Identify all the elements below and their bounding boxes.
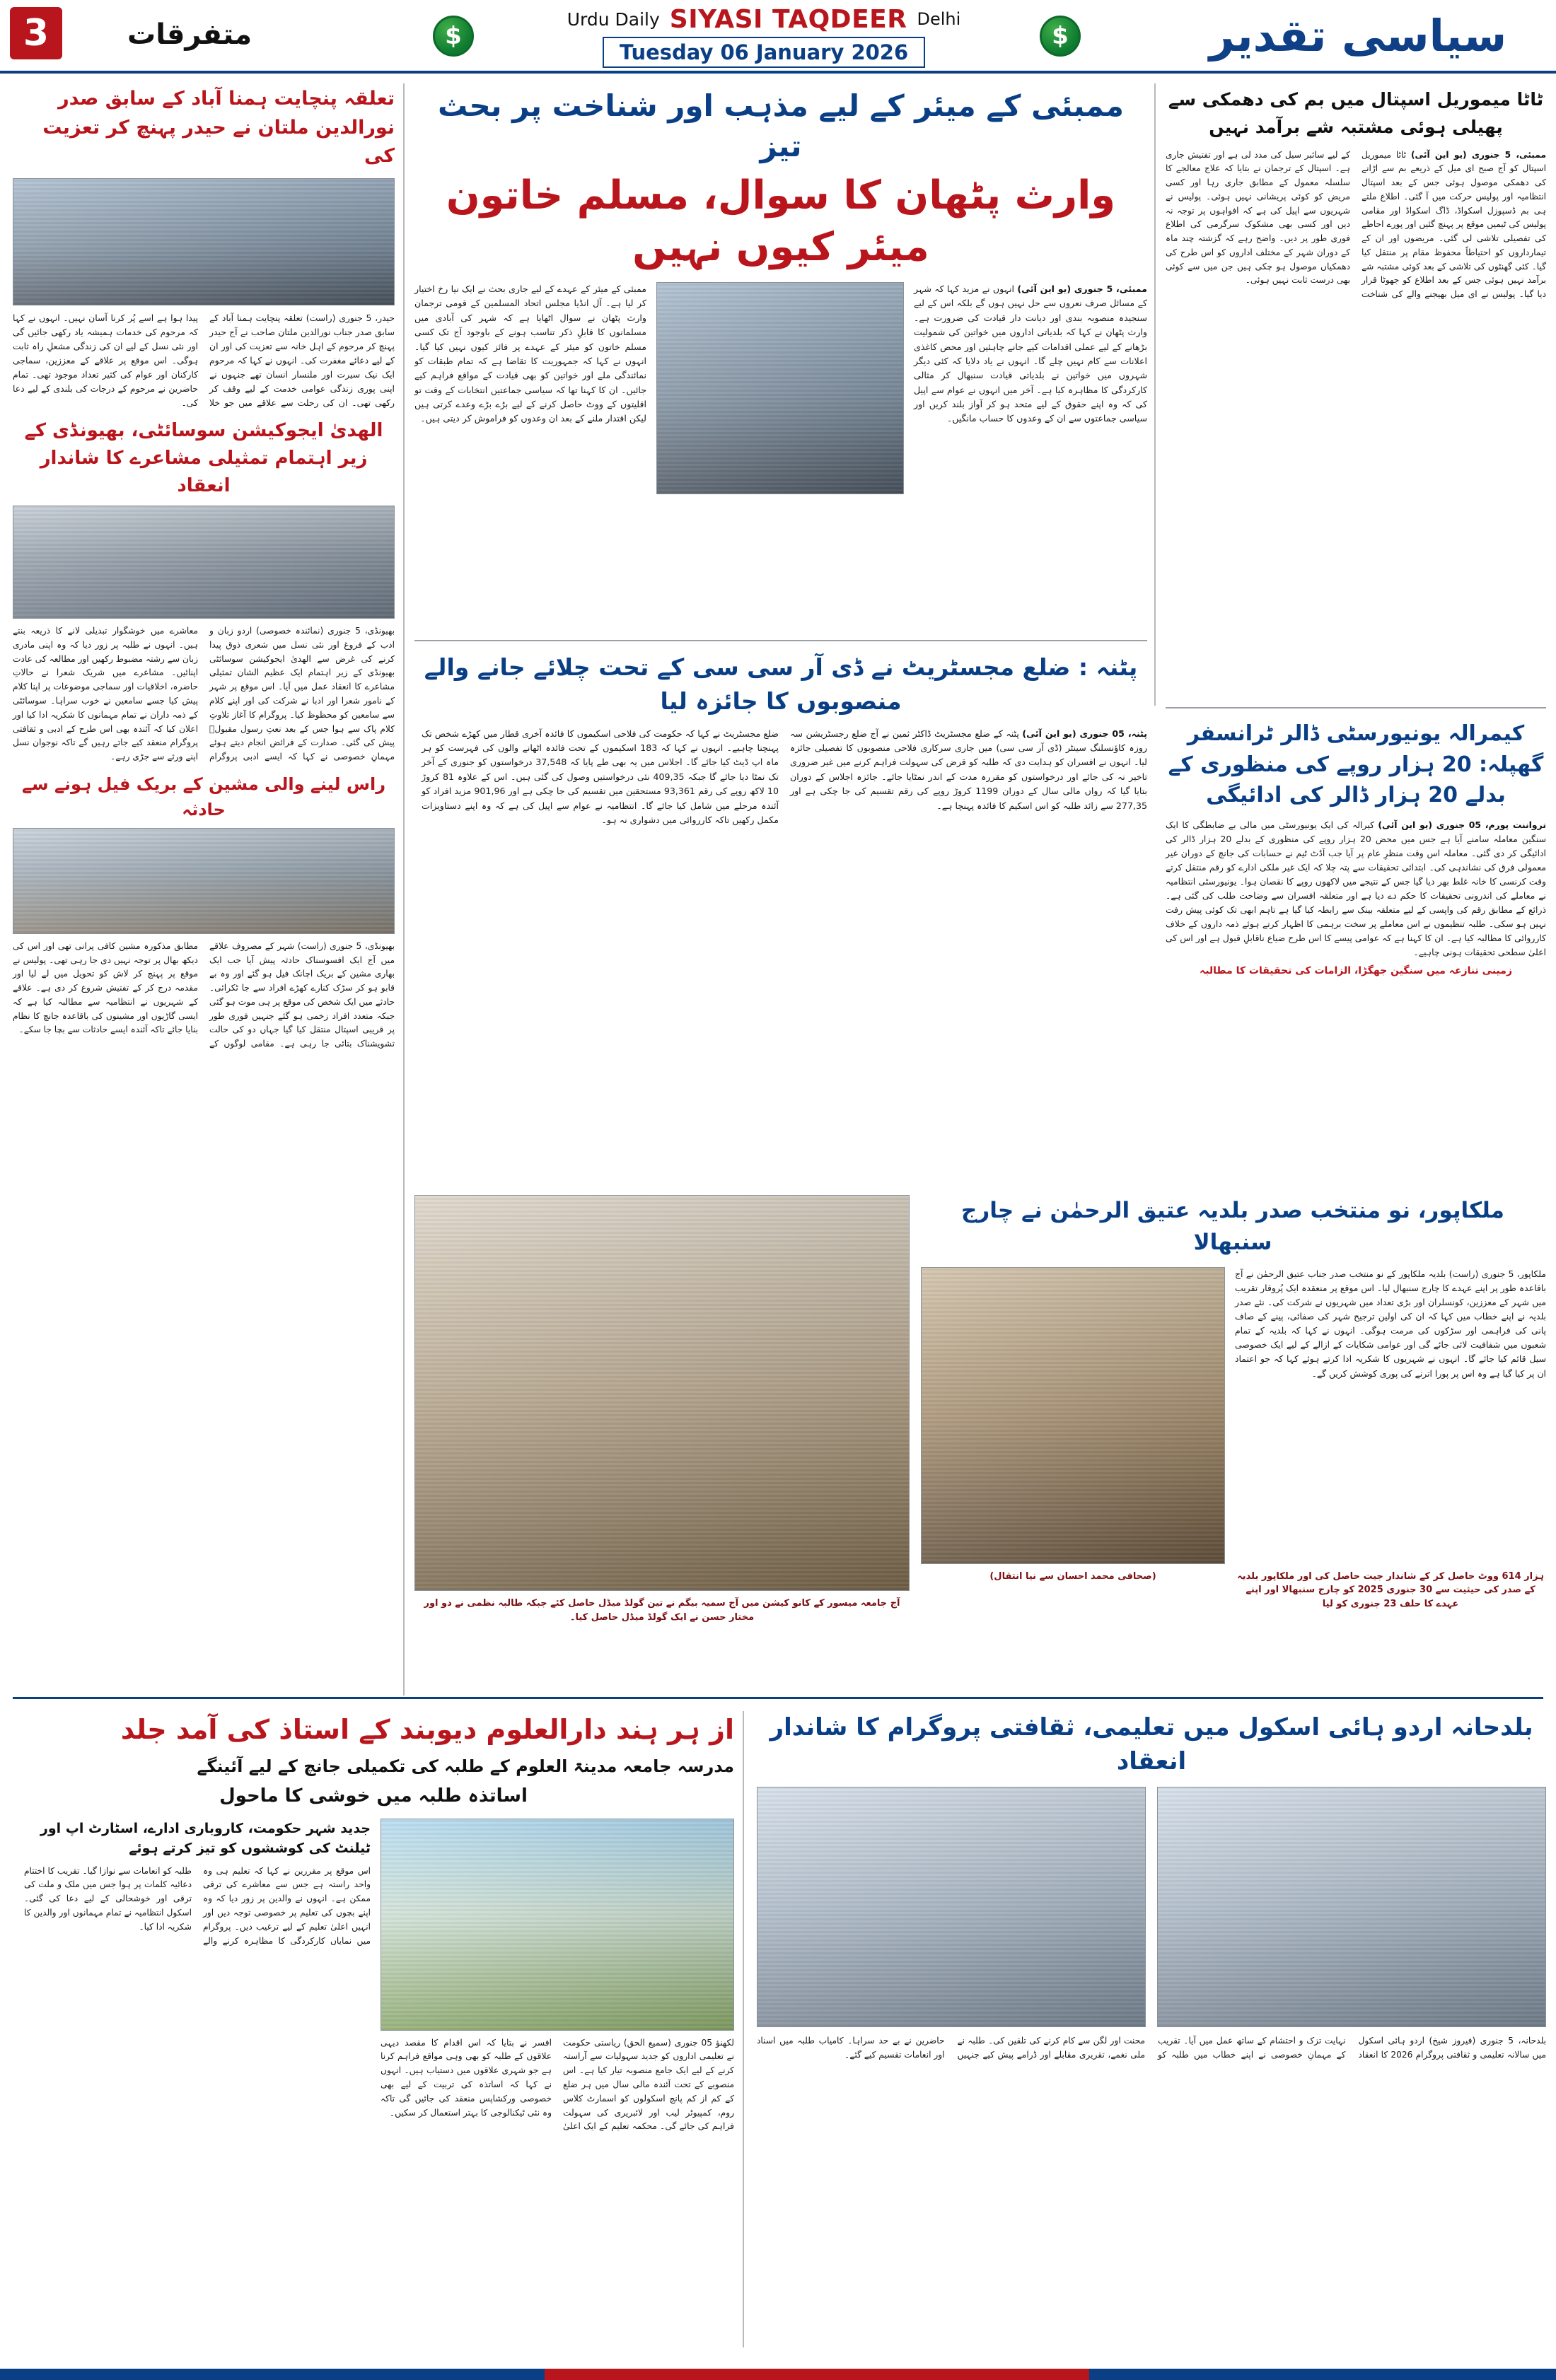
page-number: 3 — [10, 7, 62, 59]
award-photo-block — [414, 1195, 910, 1624]
brand-title: سیاسی تقدیر — [1209, 9, 1507, 62]
school-photo-1 — [1157, 1787, 1546, 2027]
top-right-dateline: ممبئی، 5 جنوری (یو این آئی) — [1410, 149, 1546, 160]
left-story2-photo — [13, 506, 395, 619]
left-story3-headline: راس لینے والی مشین کے بریک فیل ہونے سے حادثہ — [21, 774, 386, 819]
column-rule — [743, 1711, 744, 2347]
malkapur-caption-right: (صحافی محمد احسان سے نیا انتقال) — [989, 1570, 1156, 1582]
left-column — [13, 85, 395, 1051]
top-right-headline: ٹاٹا میموریل اسپتال میں بم کی دھمکی سے پھیلی ہوئی مشتبہ شے برآمد نہیں — [1168, 89, 1544, 137]
lead-dateline: ممبئی، 5 جنوری (یو این آئی) — [1017, 283, 1147, 294]
madrasa-body2: اس موقع پر مقررین نے کہا کہ تعلیم ہی وہ واحد راستہ ہے جس سے معاشرے کی ترقی ممکن ہے۔ انہوں نے والدین پر زور دیا کہ وہ اپنے بچوں کی تعلیم پر خصوصی توجہ دیں اور انہیں اعلیٰ تعلیم کے لیے ترغیب دیں۔ پروگرام میں نمایاں کارکردگی کا مظاہرہ کرنے والے طلبہ کو انعامات سے نوازا گیا۔ تقریب کا اختتام دعائیہ کلمات پر ہوا جس میں ملک و ملت کی ترقی اور خوشحالی کے لیے دعا کی گئی۔ اسکول انتظامیہ نے تمام مہمانوں اور والدین کا شکریہ ادا کیا۔ — [24, 1865, 371, 1946]
malkapur-caption-left: ہزار 614 ووٹ حاصل کر کے شاندار جیت حاصل کی اور ملکاپور بلدیہ کے صدر کی حیثیت سے 30 جنوری 2025 کو چارج سنبھالا اور اپنے عہدے کا حلف 23 جنوری کو لیا — [1237, 1570, 1544, 1609]
malkapur-story — [919, 1195, 1546, 1611]
divider — [414, 640, 1147, 641]
mid-left-headline: پٹنہ : ضلع مجسٹریٹ نے ڈی آر سی سی کے تحت چلائے جانے والے منصوبوں کا جائزہ لیا — [424, 653, 1138, 715]
award-photo — [414, 1195, 910, 1591]
lead-col-b: انہوں نے مزید کہا کہ شہر کے مسائل صرف نعروں سے حل نہیں ہوں گے بلکہ اس کے لیے سنجیدہ منصوبہ بندی اور دیانت دار قیادت کی ضرورت ہے۔ وارث پٹھان نے کہا کہ بلدیاتی اداروں میں خواتین کی شمولیت بڑھانے کے لیے عملی اقدامات کیے جانے چاہئیں اور محض کاغذی اعلانات سے کام نہیں چلے گا۔ انہوں نے یاد دلایا کہ کئی دیگر شہروں میں خواتین نے بلدیاتی قیادت سنبھال کر مثالی کارکردگی کا مظاہرہ کیا ہے۔ آخر میں انہوں نے عوام سے اپیل کی کہ وہ اپنے حقوق کے لیے متحد ہو کر آواز بلند کریں اور سیاسی جماعتوں سے ان کے وعدوں کا حساب مانگیں۔ — [914, 283, 1147, 424]
bottom-color-strip — [0, 2369, 1556, 2380]
left-story3-photo — [13, 828, 395, 934]
malkapur-headline: ملکاپور، نو منتخب صدر بلدیہ عتیق الرحمٰن نے چارج سنبھالا — [961, 1198, 1504, 1255]
mid-right-story — [1166, 718, 1546, 976]
left-story2-body: بھیونڈی، 5 جنوری (نمائندہ خصوصی) اردو زبان و ادب کے فروغ اور نئی نسل میں شعری ذوق پیدا کرنے کی غرض سے الھدیٰ ایجوکیشن سوسائٹی بھیونڈی کے زیر اہتمام ایک عظیم الشان تمثیلی مشاعرے کا انعقاد عمل میں آیا۔ اس موقع پر شہر کے نامور شعرا اور ادبا نے شرکت کی اور اپنے کلام سے سامعین کو محظوظ کیا۔ پروگرام کا آغاز تلاوتِ کلام پاک سے ہوا جس کے بعد نعتِ رسول مقبولؐ پیش کی گئی۔ صدارت کے فرائض انجام دیتے ہوئے مہمانِ خصوصی نے کہا کہ ایسے ادبی پروگرام معاشرے میں خوشگوار تبدیلی لانے کا ذریعہ بنتے ہیں۔ انہوں نے طلبہ پر زور دیا کہ وہ اپنی مادری زبان سے رشتہ مضبوط رکھیں اور مطالعہ کی عادت اپنائیں۔ مشاعرے میں شریک شعرا نے حالاتِ حاضرہ، اخلاقیات اور سماجی موضوعات پر اپنا کلام پیش کیا جسے سامعین نے خوب سراہا۔ سوسائٹی کے ذمہ داران نے تمام مہمانوں کا شکریہ ادا کیا اور اعلان کیا کہ آئندہ بھی اس طرح کے ادبی و ثقافتی پروگرام منعقد کیے جاتے رہیں گے تاکہ نوجوان نسل اپنے ورثے سے جڑی رہے۔ — [13, 626, 395, 762]
masthead — [0, 0, 1556, 74]
award-photo-caption: آج جامعہ میسور کے کانو کیشن میں آج سمیہ بیگم نے تین گولڈ میڈل حاصل کئے جبکہ طالبہ نظمی نے دو اور مختار حسن نے ایک گولڈ میڈل حاصل کیا۔ — [424, 1598, 900, 1623]
divider-major — [13, 1697, 1543, 1699]
coin-icon-right: $ — [1040, 16, 1081, 57]
lead-kicker: ممبئی کے میئر کے لیے مذہب اور شناخت پر بحث تیز — [438, 88, 1124, 163]
madrasa-sub2: اساتذہ طلبہ میں خوشی کا ماحول — [219, 1785, 528, 1807]
school-program-headline: بلدحانہ اردو ہائی اسکول میں تعلیمی، ثقافتی پروگرام کا شاندار انعقاد — [770, 1713, 1533, 1775]
mid-right-highlight: زمینی تنازعہ میں سنگین جھگڑا، الزامات کی تحقیقات کا مطالبہ — [1200, 965, 1512, 977]
top-right-body: ٹاٹا میموریل اسپتال کو آج صبح ای میل کے ذریعے بم سے اڑانے کی دھمکی موصول ہوئی جس کے بعد اسپتال انتظامیہ اور پولیس حرکت میں آ گئی۔ اطلاع ملتے ہی بم ڈسپوزل اسکواڈ، ڈاگ اسکواڈ اور مقامی پولیس کی ٹیمیں موقع پر پہنچ گئیں اور پورے احاطے کی تفصیلی تلاشی لی گئی۔ مریضوں اور ان کے تیمارداروں کو احتیاطاً محفوظ مقام پر منتقل کیا گیا۔ کئی گھنٹوں کی تلاشی کے بعد کوئی مشتبہ شے برآمد نہیں ہوئی جس کے بعد اطلاع کو جھوٹا قرار دیا گیا۔ پولیس نے ای میل بھیجنے والے کی شناخت کے لیے سائبر سیل کی مدد لی ہے اور تفتیش جاری ہے۔ اسپتال کے ترجمان نے بتایا کہ علاج معالجے کا سلسلہ معمول کے مطابق جاری رہا اور کسی مریض کو کوئی پریشانی نہیں ہوئی۔ پولیس نے شہریوں سے اپیل کی ہے کہ افواہوں پر توجہ نہ دیں اور کسی بھی مشکوک سرگرمی کی اطلاع فوری طور پر دیں۔ واضح رہے کہ گزشتہ چند ماہ کے دوران شہر کے مختلف اداروں کو اس طرح کی دھمکیاں موصول ہو چکی ہیں جن میں سے کوئی بھی درست ثابت نہیں ہوئی۔ — [1166, 149, 1546, 300]
left-story1-photo — [13, 178, 395, 305]
madrasa-photo — [381, 1819, 734, 2031]
madrasa-col1-head: جدید شہر حکومت، کاروباری ادارے، اسٹارٹ اپ اور ٹیلنٹ کی کوششوں کو تیز کرتے ہوئے — [40, 1820, 371, 1857]
school-program-story — [757, 1711, 1546, 2063]
divider — [1166, 707, 1546, 708]
paper-name: SIYASI TAQDEER — [669, 4, 907, 34]
madrasa-headline: از ہر ہند دارالعلوم دیوبند کے استاذ کی آمد جلد — [120, 1714, 734, 1745]
mid-left-story — [414, 651, 1147, 827]
masthead-kicker: Urdu Daily — [567, 8, 660, 30]
masthead-title-row — [567, 5, 961, 34]
column-rule — [403, 83, 405, 1696]
masthead-city: Delhi — [917, 9, 961, 29]
mid-right-headline: کیمرالہ یونیورسٹی ڈالر ٹرانسفر گھپلہ: 20 ہزار روپے کی منظوری کے بدلے 20 ہزار ڈالر کی ادائیگی — [1168, 721, 1544, 807]
top-right-story — [1166, 86, 1546, 302]
madrasa-left-head: مدرسہ جامعہ مدینۃ العلوم کے طلبہ کی تکمیلی جانچ کے لیے آئینگے — [197, 1756, 734, 1777]
left-story1-headline: تعلقہ پنچایت ہمنا آباد کے سابق صدر نورالدین ملتان نے حیدر پہنچ کر تعزیت کی — [42, 88, 395, 167]
mid-left-dateline: پٹنہ، 05 جنوری (یو این آئی) — [1022, 728, 1147, 739]
left-story2-headline: الھدیٰ ایجوکیشن سوسائٹی، بھیونڈی کے زیر اہتمام تمثیلی مشاعرے کا شاندار انعقاد — [24, 420, 383, 497]
section-label: متفرقات — [127, 18, 252, 51]
mid-right-body: کیرالہ کی ایک یونیورسٹی میں مالی بے ضابطگی کا ایک سنگین معاملہ سامنے آیا ہے جس میں محض 20 ہزار روپے کی منظوری کے بدلے 20 ہزار ڈالر کی ادائیگی کر دی گئی۔ معاملہ اس وقت منظرِ عام پر آیا جب آڈٹ ٹیم نے حسابات کی جانچ کے دوران غیر معمولی فرق کی نشاندہی کی۔ ابتدائی تحقیقات سے پتہ چلا کہ ایک غیر ملکی ادارے کو رقم منتقل کرتے وقت کرنسی کا خانہ غلط بھر دیا گیا جس کے نتیجے میں لاکھوں روپے کا نقصان ہوا۔ یونیورسٹی انتظامیہ نے معاملے کی اندرونی تحقیقات کا حکم دے دیا ہے اور متعلقہ افسران سے وضاحت طلب کی گئی ہے۔ ذرائع کے مطابق رقم کی واپسی کے لیے متعلقہ بینک سے رابطہ کیا گیا ہے تاہم ابھی تک کوئی پیش رفت نہیں ہو سکی۔ طلبہ تنظیموں نے اس معاملے پر سخت برہمی کا اظہار کرتے ہوئے ذمہ داروں کے خلاف کارروائی کا مطالبہ کیا ہے۔ ان کا کہنا ہے کہ عوامی پیسے کا اس طرح ضیاع ناقابلِ قبول ہے اور اس کی اعلیٰ سطحی تحقیقات ہونی چاہیے۔ — [1166, 819, 1547, 958]
lead-col-a: ممبئی کے میئر کے عہدے کے لیے جاری بحث نے ایک نیا رخ اختیار کر لیا ہے۔ آل انڈیا مجلس اتحاد المسلمین کے قومی ترجمان وارث پٹھان نے سوال اٹھایا ہے کہ شہر کی آبادی میں مسلمانوں کا قابلِ ذکر تناسب ہونے کے باوجود آج تک کسی مسلم خاتون کو میئر کے عہدے پر فائز کیوں نہیں کیا گیا۔ انہوں نے کہا کہ جمہوریت کا تقاضا ہے کہ تمام طبقات کو نمائندگی ملے اور خواتین کو بھی قیادت کے مواقع فراہم کیے جائیں۔ ان کا کہنا تھا کہ سیاسی جماعتیں انتخابات کے وقت تو اقلیتوں کے ووٹ حاصل کرنے کے لیے بڑے بڑے وعدے کرتی ہیں لیکن اقتدار ملنے کے بعد ان وعدوں کو فراموش کر دیتی ہیں۔ — [414, 283, 646, 424]
column-rule — [1154, 83, 1156, 706]
mid-right-dateline: ترواننت پورم، 05 جنوری (یو این آئی) — [1378, 819, 1546, 830]
lead-headline: وارث پٹھان کا سوال، مسلم خاتون میئر کیوں نہیں — [446, 173, 1116, 271]
masthead-center — [495, 4, 1033, 68]
mid-left-col-b: ضلع مجسٹریٹ نے کہا کہ حکومت کی فلاحی اسکیموں کا فائدہ آخری قطار میں کھڑے شخص تک پہنچنا چاہیے۔ انہوں نے کہا کہ 183 اسکیموں کے تحت فائدہ اٹھانے والوں کی فہرست کو ہر ماہ اپ ڈیٹ کیا جائے گا۔ اجلاس میں یہ بھی طے پایا کہ 37,548 درخواستوں کو جنوری کے آخر تک نمٹا دیا جائے گا جبکہ 409,35 نئی درخواستیں وصول کی گئی ہیں۔ اس کے علاوہ 81 کروڑ 10 لاکھ روپے کی رقم 93,361 مستحقین میں تقسیم کی جا چکی ہے اور 901,96 مزید افراد کو آئندہ مرحلے میں شامل کیا جائے گا۔ انتظامیہ نے عوام سے اپیل کی ہے کہ وہ اپنے دستاویزات مکمل رکھیں تاکہ کارروائی میں دشواری نہ ہو۔ — [422, 728, 779, 826]
left-story1-body: حیدر، 5 جنوری (راست) تعلقہ پنچایت ہمنا آباد کے سابق صدر جناب نورالدین ملتان صاحب نے آج حیدر پہنچ کر مرحوم کے اہل خانہ سے تعزیت کی اور ان کے لیے دعائے مغفرت کی۔ انہوں نے کہا کہ مرحوم ایک نیک سیرت اور ملنسار انسان تھے جنہوں نے اپنی پوری زندگی عوامی خدمت کے لیے وقف کر رکھی تھی۔ ان کی رحلت سے علاقے میں جو خلا پیدا ہوا ہے اسے پُر کرنا آسان نہیں۔ انہوں نے کہا کہ مرحوم کی خدمات ہمیشہ یاد رکھی جائیں گی اور نئی نسل کے لیے ان کی زندگی مشعلِ راہ ثابت ہوگی۔ اس موقع پر علاقے کے معززین، سماجی کارکنان اور عوام کی کثیر تعداد موجود تھی۔ تمام حاضرین نے مرحوم کے درجات کی بلندی کے لیے دعا کی۔ — [13, 312, 395, 409]
school-photo-2 — [757, 1787, 1146, 2027]
malkapur-photo — [921, 1267, 1225, 1564]
lead-photo — [656, 282, 904, 494]
malkapur-body: ملکاپور، 5 جنوری (راست) بلدیہ ملکاپور کے نو منتخب صدر جناب عتیق الرحمٰن نے آج باقاعدہ طور پر اپنے عہدے کا چارج سنبھال لیا۔ اس موقع پر منعقدہ ایک پُروقار تقریب میں شہر کے معززین، کونسلران اور بڑی تعداد میں شہریوں نے شرکت کی۔ نئے صدر بلدیہ نے اپنے خطاب میں کہا کہ ان کی اولین ترجیح شہر کی صفائی، پینے کے صاف پانی کی فراہمی اور سڑکوں کی مرمت ہوگی۔ انہوں نے کہا کہ بلدیہ کے تمام شعبوں میں شفافیت لائی جائے گی اور عوامی شکایات کے ازالے کے لیے ایک خصوصی سیل قائم کیا جائے گا۔ انہوں نے شہریوں کا شکریہ ادا کرتے ہوئے کہا کہ جو اعتماد ان پر کیا گیا ہے وہ اس پر پورا اترنے کی پوری کوشش کریں گے۔ — [1235, 1268, 1546, 1379]
madrasa-story — [13, 1711, 734, 2134]
school-program-body: بلدحانہ، 5 جنوری (فیروز شیخ) اردو ہائی اسکول میں سالانہ تعلیمی و ثقافتی پروگرام 2026 کا انعقاد نہایت تزک و احتشام کے ساتھ عمل میں آیا۔ تقریب کے مہمانِ خصوصی نے اپنے خطاب میں طلبہ کو محنت اور لگن سے کام کرنے کی تلقین کی۔ طلبہ نے ملی نغمے، تقریری مقابلے اور ڈرامے پیش کیے جنہیں حاضرین نے بے حد سراہا۔ کامیاب طلبہ میں اسناد اور انعامات تقسیم کیے گئے۔ — [757, 2036, 1546, 2060]
lead-story — [414, 86, 1147, 494]
mid-left-col-a: پٹنہ کے ضلع مجسٹریٹ ڈاکٹر ثمین نے آج ضلع رجسٹریشن سہ روزہ کاؤنسلنگ سینٹر (ڈی آر سی سی) میں جاری سرکاری فلاحی منصوبوں کا تفصیلی جائزہ لیا۔ انہوں نے افسران کو ہدایت دی کہ طلبہ کو قرض کی سہولت فراہم کرنے میں غیر ضروری تاخیر نہ کی جائے اور درخواستوں کو مقررہ مدت کے اندر نمٹایا جائے۔ جائزہ اجلاس کے دوران بتایا گیا کہ رواں مالی سال کے دوران 1199 کروڑ روپے کی رقم تقسیم کی جا چکی ہے اور 277,35 سے زائد طلبہ کو اس اسکیم کا فائدہ پہنچا ہے۔ — [790, 728, 1147, 811]
masthead-date: Tuesday 06 January 2026 — [603, 37, 925, 68]
left-story3-body: بھیونڈی، 5 جنوری (راست) شہر کے مصروف علاقے میں آج ایک افسوسناک حادثہ پیش آیا جب ایک بھاری مشین کے بریک اچانک فیل ہو گئے اور وہ بے قابو ہو کر سڑک کنارے کھڑے افراد سے جا ٹکرائی۔ حادثے میں ایک شخص کی موقع پر ہی موت ہو گئی جبکہ متعدد افراد زخمی ہو گئے جنہیں فوری طور پر قریبی اسپتال منتقل کیا گیا جہاں دو کی حالت تشویشناک بتائی جا رہی ہے۔ مقامی لوگوں کے مطابق مذکورہ مشین کافی پرانی تھی اور اس کی دیکھ بھال پر توجہ نہیں دی جا رہی تھی۔ پولیس نے موقع پر پہنچ کر لاش کو تحویل میں لے لیا اور مقدمہ درج کر کے تفتیش شروع کر دی ہے۔ علاقے کے شہریوں نے انتظامیہ سے مطالبہ کیا ہے کہ ایسی گاڑیوں اور مشینوں کی باقاعدہ جانچ کا نظام بنایا جائے تاکہ آئندہ ایسے حادثات سے بچا جا سکے۔ — [13, 940, 395, 1049]
brand-logo — [1160, 0, 1556, 71]
madrasa-body1: لکھنؤ 05 جنوری (سمیع الحق) ریاستی حکومت نے تعلیمی اداروں کو جدید سہولیات سے آراستہ کرنے کے لیے ایک جامع منصوبہ تیار کیا ہے۔ اس منصوبے کے تحت آئندہ مالی سال میں ہر ضلع کے کم از کم پانچ اسکولوں کو اسمارٹ کلاس روم، کمپیوٹر لیب اور لائبریری کی سہولت فراہم کی جائے گی۔ محکمہ تعلیم کے ایک اعلیٰ افسر نے بتایا کہ اس اقدام کا مقصد دیہی علاقوں کے طلبہ کو بھی وہی مواقع فراہم کرنا ہے جو شہری علاقوں میں دستیاب ہیں۔ انہوں نے کہا کہ اساتذہ کی تربیت کے لیے بھی خصوصی ورکشاپس منعقد کی جائیں گی تاکہ وہ نئی ٹیکنالوجی کا بہتر استعمال کر سکیں۔ — [381, 2037, 734, 2132]
coin-icon-left: $ — [433, 16, 474, 57]
